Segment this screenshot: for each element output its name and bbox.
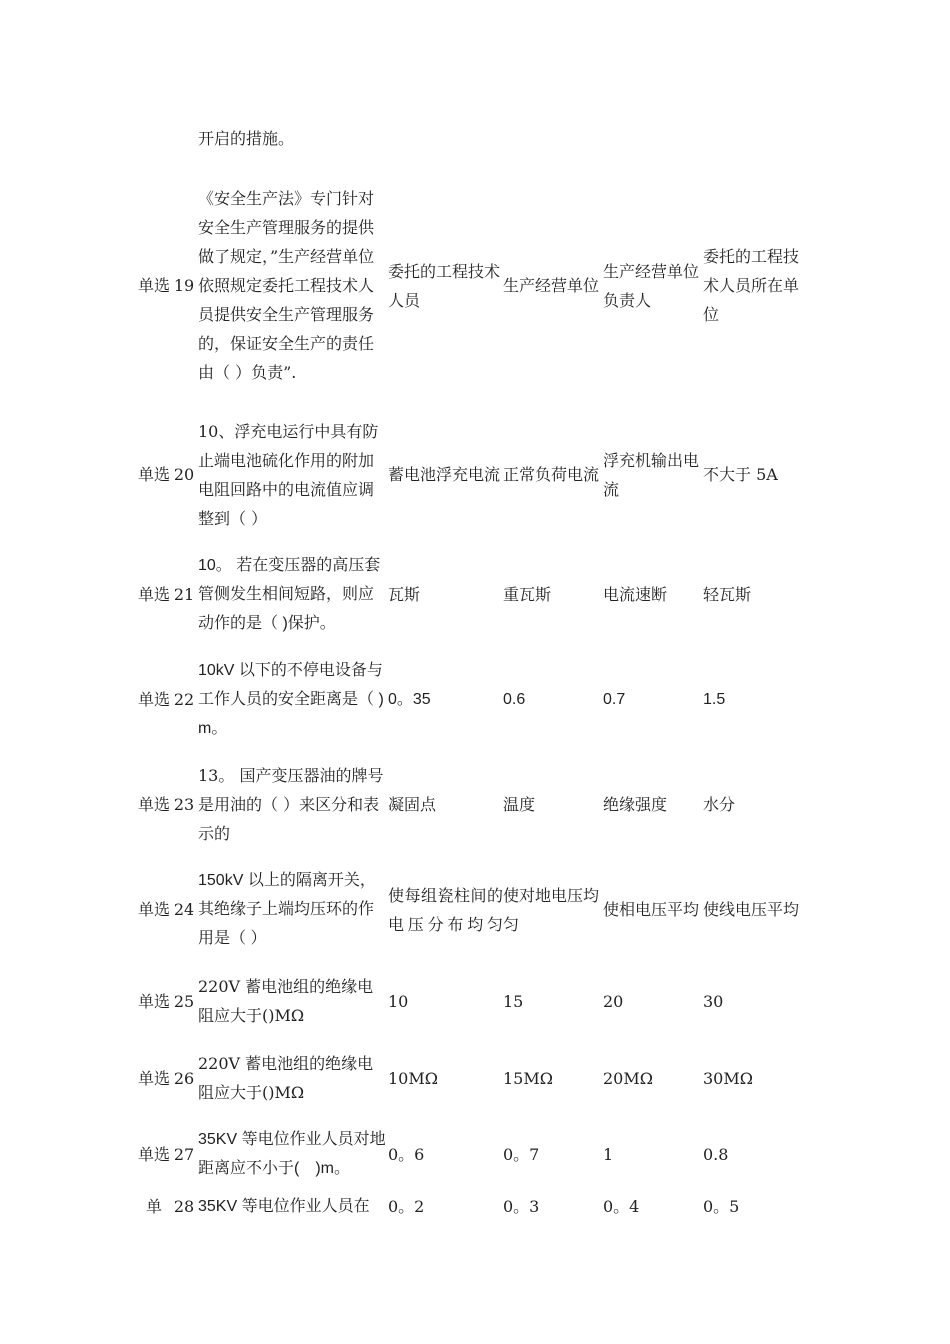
option-a: 10	[388, 991, 409, 1011]
question-type: 单选	[138, 465, 171, 484]
option-b: 重瓦斯	[503, 585, 552, 604]
question-number: 21	[173, 585, 195, 604]
option-b: 0。7	[503, 1144, 540, 1164]
option-d: 30	[703, 991, 724, 1011]
table-row	[138, 962, 803, 1040]
option-d: 不大于 5A	[703, 465, 778, 484]
option-c: 绝缘强度	[603, 795, 668, 814]
option-b: 15MΩ	[503, 1068, 554, 1088]
option-c: 使相电压平均	[603, 900, 700, 919]
table-row	[138, 1192, 803, 1232]
option-d: 委托的工程技术人员所在单位	[703, 247, 800, 324]
question-type: 单选	[138, 1068, 171, 1088]
table-row	[138, 647, 803, 752]
option-a: 瓦斯	[388, 585, 421, 604]
option-d: 1.5	[703, 691, 726, 708]
option-b: 15	[503, 991, 524, 1011]
option-c: 浮充机输出电流	[603, 450, 700, 499]
option-b: 0.6	[503, 691, 526, 708]
option-c: 1	[603, 1144, 614, 1164]
question-number: 27	[173, 1144, 195, 1164]
question-number: 25	[173, 991, 195, 1011]
table-row	[138, 164, 803, 407]
option-b: 正常负荷电流	[503, 465, 600, 484]
option-d: 30MΩ	[703, 1068, 754, 1088]
option-d: 0.8	[703, 1144, 729, 1164]
option-c: 生产经营单位负责人	[603, 261, 700, 310]
option-d: 0。5	[703, 1197, 740, 1216]
option-a: 蓄电池浮充电流	[388, 465, 501, 484]
option-a: 0。35	[388, 691, 431, 708]
question-number: 26	[173, 1068, 195, 1088]
table-row	[138, 407, 803, 542]
option-c: 20	[603, 991, 624, 1011]
option-a: 凝固点	[388, 795, 437, 814]
question-stem: 10、浮充电运行中具有防止端电池硫化作用的附加电阻回路中的电流值应调整到（ ）	[198, 421, 379, 528]
question-type: 单	[145, 1197, 162, 1216]
question-number: 23	[173, 795, 195, 814]
table-row	[138, 752, 803, 857]
continuation-text: 开启的措施。	[198, 129, 295, 148]
question-table	[138, 164, 803, 1232]
table-row	[138, 1116, 803, 1192]
question-stem: 《安全生产法》专门针对安全生产管理服务的提供做了规定，”生产经营单位依照规定委托工程技术人员提供安全生产管理服务的，保证安全生产的责任由（ ）负责”.	[198, 189, 375, 382]
question-number: 28	[173, 1197, 195, 1216]
question-stem: 220V 蓄电池组的绝缘电阻应大于()MΩ	[198, 1054, 374, 1102]
option-b: 0。3	[503, 1197, 540, 1216]
question-stem: 10kV 以下的不停电设备与工作人员的安全距离是（ )m。	[198, 662, 384, 737]
question-stem: 220V 蓄电池组的绝缘电阻应大于()MΩ	[198, 977, 374, 1025]
option-c: 0。4	[603, 1197, 640, 1216]
option-b: 生产经营单位	[503, 276, 600, 295]
option-b: 使对地电压均匀	[503, 885, 600, 934]
question-stem: 150kV 以上的隔离开关，其绝缘子上端均压环的作用是（ ）	[198, 872, 376, 947]
question-stem: 35KV 等电位作业人员对地距离应不小于( )m。	[198, 1131, 386, 1177]
table-row	[138, 857, 803, 962]
option-a: 10MΩ	[388, 1068, 439, 1088]
option-d: 使线电压平均	[703, 900, 800, 919]
question-type: 单选	[138, 585, 171, 604]
option-c: 20MΩ	[603, 1068, 654, 1088]
option-b: 温度	[503, 795, 536, 814]
question-type: 单选	[138, 690, 171, 709]
option-a: 0。6	[388, 1144, 425, 1164]
option-a: 0。2	[388, 1197, 425, 1216]
question-type: 单选	[138, 795, 171, 814]
option-d: 水分	[703, 795, 736, 814]
option-c: 电流速断	[603, 585, 668, 604]
option-d: 轻瓦斯	[703, 585, 752, 604]
question-type: 单选	[138, 1144, 171, 1164]
question-type: 单选	[138, 900, 171, 919]
option-a: 使每组瓷柱间的电压分布均匀	[388, 885, 503, 934]
question-stem: 10。 若在变压器的高压套管侧发生相间短路，则应动作的是（ )保护。	[198, 557, 381, 632]
question-number: 24	[173, 900, 195, 919]
option-c: 0.7	[603, 691, 626, 708]
question-stem: 35KV 等电位作业人员在	[198, 1198, 370, 1215]
question-type: 单选	[138, 991, 171, 1011]
question-number: 19	[173, 276, 195, 295]
question-number: 20	[173, 465, 195, 484]
option-a: 委托的工程技术人员	[388, 261, 501, 310]
table-row	[138, 1040, 803, 1116]
question-type: 单选	[138, 276, 171, 295]
question-number: 22	[173, 690, 195, 709]
table-row	[138, 542, 803, 647]
question-stem: 13。 国产变压器油的牌号是用油的（ ）来区分和表示的	[198, 766, 384, 843]
